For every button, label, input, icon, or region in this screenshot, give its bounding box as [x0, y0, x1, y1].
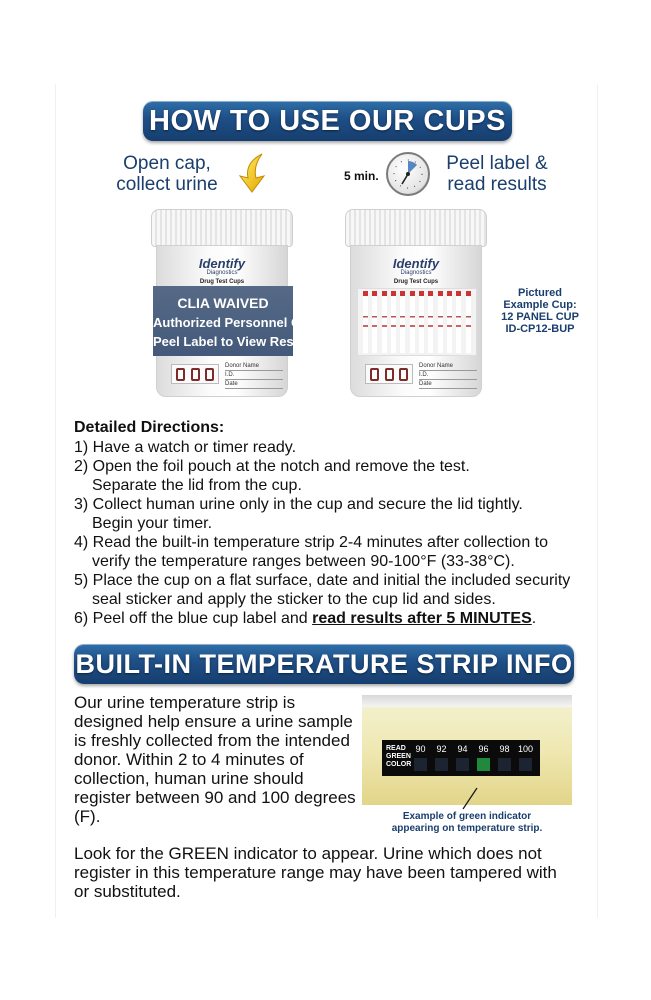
strip-swatch: [456, 758, 469, 771]
cup-lid: [345, 209, 487, 247]
strip-value: 98: [499, 744, 510, 754]
strip-value: 94: [457, 744, 468, 754]
temperature-strip: [382, 740, 540, 776]
strip-values: [410, 744, 536, 754]
cup-body: [350, 245, 482, 397]
peel-label-step: Peel label & read results: [446, 153, 548, 195]
donor-field: Date: [225, 380, 283, 389]
directions-list: [74, 438, 594, 628]
cup-open-image: [345, 209, 487, 399]
test-strips: [357, 288, 477, 356]
donor-field: I.D.: [225, 371, 283, 380]
cup-blue-label: [153, 286, 320, 356]
strip-swatch: [498, 758, 511, 771]
donor-fields: [419, 362, 477, 389]
cup-lid: [151, 209, 293, 247]
direction-item-cont: verify the temperature ranges between 90-100°F (33-38°C).: [92, 553, 515, 570]
temperature-paragraph: Our urine temperature strip is designed help ensure a urine sample is freshly collected from the intended donor. Within 2 to 4 minutes of collection, human urine should register between 90 and 100 degrees (F).: [74, 693, 356, 826]
brand-subtitle: Diagnostics: [400, 270, 432, 276]
label-line: Authorized Personnel Only: [153, 315, 320, 330]
brand-logo: Identify: [198, 256, 246, 271]
direction-item-cont: seal sticker and apply the sticker to the cup lid and sides.: [92, 591, 496, 608]
indicator-pointer-icon: [445, 786, 485, 812]
strip-value: 96: [478, 744, 489, 754]
direction-item-cont: Separate the lid from the cup.: [92, 477, 302, 494]
open-cap-step: Open cap, collect urine: [116, 153, 218, 195]
timer-label: 5 min.: [344, 169, 379, 183]
strip-value: 90: [415, 744, 426, 754]
direction-emphasis: read results after 5 MINUTES: [312, 610, 532, 627]
label-line: CLIA WAIVED: [177, 295, 269, 311]
direction-item: [74, 609, 594, 628]
cup-body: [153, 245, 320, 397]
label-line: Peel Label to View Results: [153, 334, 317, 349]
brand-product: Drug Test Cups: [393, 279, 439, 285]
temperature-window: [365, 364, 413, 384]
donor-field: I.D.: [419, 371, 477, 380]
temperature-strip-banner: BUILT-IN TEMPERATURE STRIP INFO: [74, 644, 574, 684]
brand-product: Drug Test Cups: [199, 279, 245, 285]
direction-item: 3) Collect human urine only in the cup and secure the lid tightly.: [74, 496, 523, 513]
direction-item: 4) Read the built-in temperature strip 2-4 minutes after collection to: [74, 534, 549, 551]
donor-field: Date: [419, 380, 477, 389]
strip-swatch: [519, 758, 532, 771]
pictured-caption: Pictured Example Cup: 12 PANEL CUP ID-CP12-BUP: [501, 287, 579, 335]
strip-swatch: [435, 758, 448, 771]
direction-text: 6) Peel off the blue cup label and: [74, 610, 313, 627]
brand-logo: Identify: [392, 256, 440, 271]
strip-caption: Example of green indicator appearing on temperature strip.: [391, 811, 543, 834]
strip-value: 100: [517, 744, 534, 754]
clock-icon: [386, 152, 430, 196]
directions-title: Detailed Directions:: [74, 419, 225, 436]
direction-item: 2) Open the foil pouch at the notch and remove the test.: [74, 458, 470, 475]
strip-value: 92: [436, 744, 447, 754]
arrow-down-icon: [232, 152, 268, 194]
donor-field: Donor Name: [419, 362, 477, 371]
donor-fields: [225, 362, 283, 389]
direction-item: 1) Have a watch or timer ready.: [74, 439, 297, 456]
strip-swatch: [414, 758, 427, 771]
strip-read-label: READ GREEN COLOR: [386, 745, 412, 768]
temperature-window: [171, 364, 219, 384]
direction-text: .: [531, 610, 537, 627]
cup-closed-image: [151, 209, 320, 399]
donor-field: Donor Name: [225, 362, 283, 371]
direction-item-cont: Begin your timer.: [92, 515, 213, 532]
direction-item: 5) Place the cup on a flat surface, date and initial the included security: [74, 572, 571, 589]
strip-swatch-green: [477, 758, 490, 771]
brand-subtitle: Diagnostics: [206, 270, 238, 276]
green-indicator-paragraph: Look for the GREEN indicator to appear. Urine which does not register in this temperature range may have been tampered with or substituted.: [74, 844, 557, 901]
how-to-use-banner: HOW TO USE OUR CUPS: [143, 101, 512, 141]
